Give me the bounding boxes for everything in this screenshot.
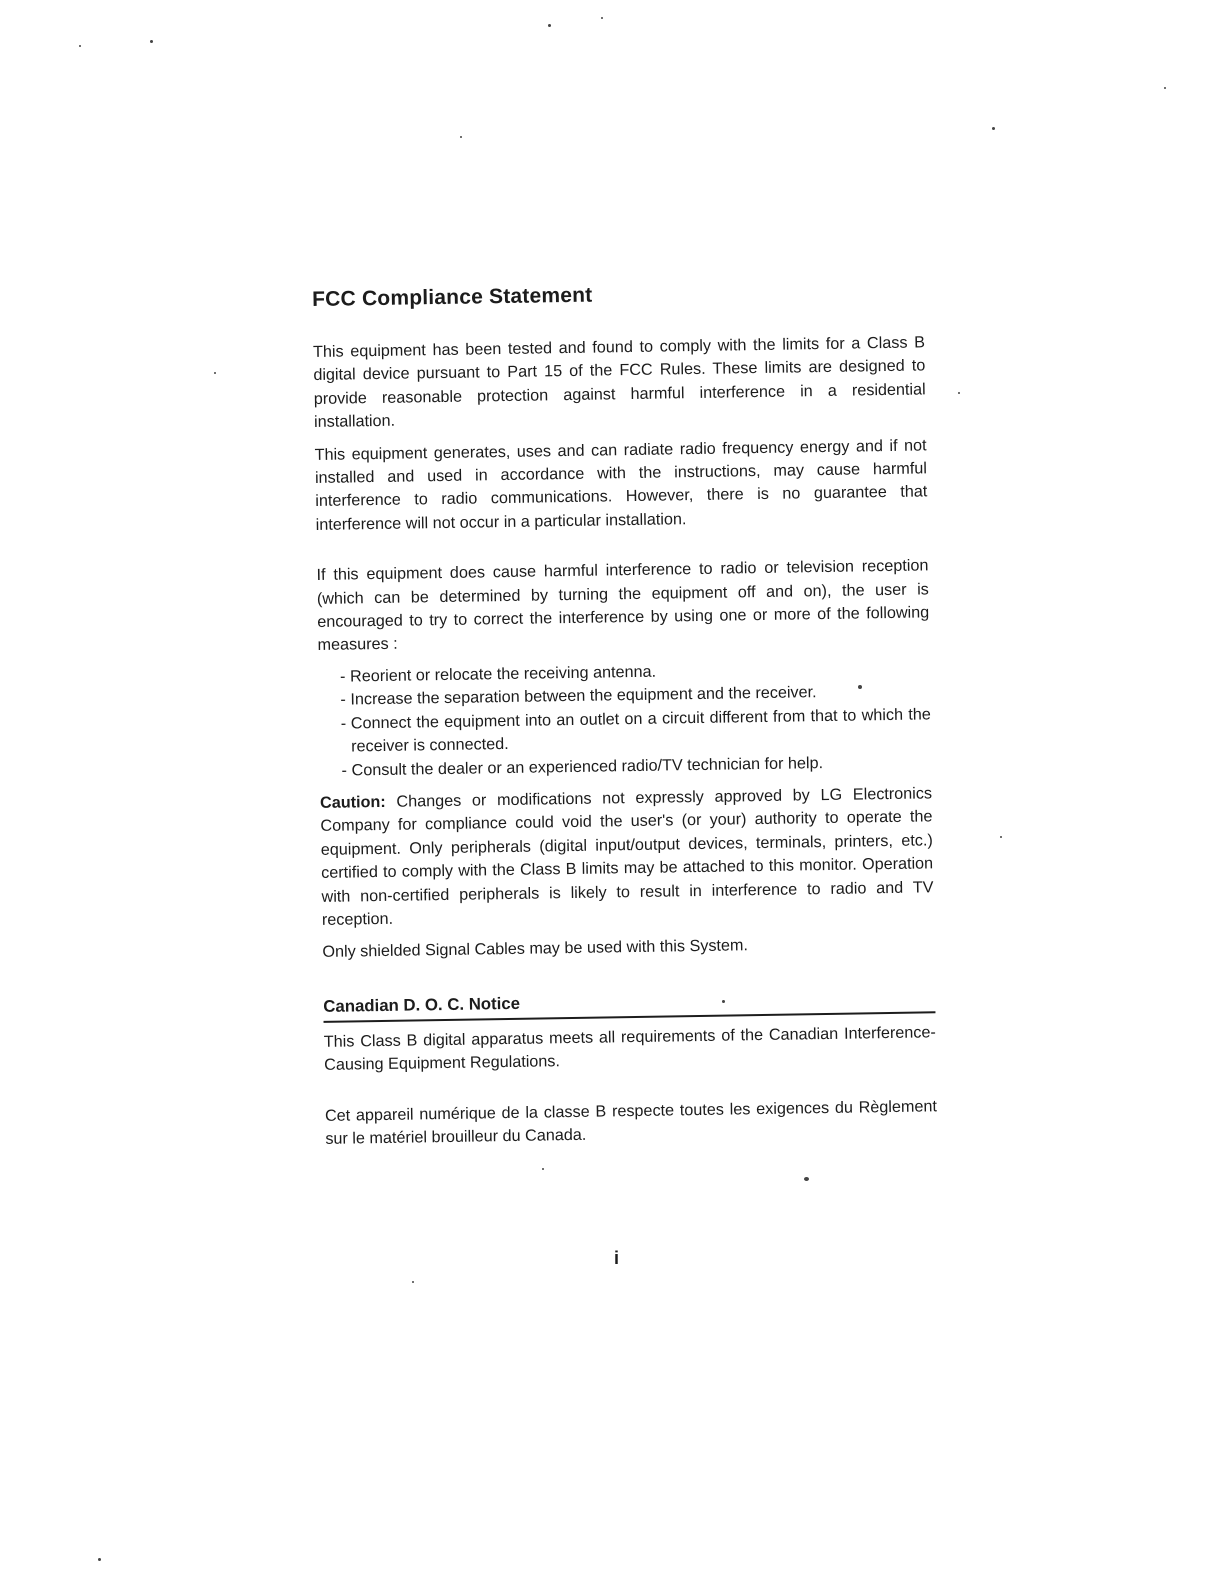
scan-speck — [958, 392, 960, 394]
scan-speck — [214, 372, 216, 374]
scan-speck — [79, 45, 81, 47]
caution-label: Caution: — [319, 792, 386, 812]
scan-speck — [542, 1168, 544, 1170]
scan-speck — [601, 17, 603, 19]
scan-speck — [98, 1558, 101, 1561]
list-item: - Reorient or relocate the receiving antenna. — [340, 656, 930, 689]
paragraph-testing: This equipment has been tested and found to comply with the limits for a Class B digital device pursuant to Part 15 of the FCC Rules. These limits are designed to provide reasonable protection against harmful interference in a residential installation. — [312, 333, 926, 432]
list-item: - Connect the equipment into an outlet on a circuit different from that to which the receiver is connected. — [341, 703, 932, 759]
scan-speck — [1164, 87, 1166, 89]
shielded-cable-note: Only shielded Signal Cables may be used with this System. — [322, 936, 749, 962]
scan-speck — [804, 1177, 809, 1181]
scan-speck — [548, 24, 551, 27]
page-number: i — [614, 1248, 620, 1268]
list-item: - Consult the dealer or an experienced radio/TV technician for help. — [341, 750, 931, 783]
scan-speck — [460, 136, 462, 138]
canadian-notice-french: Cet appareil numérique de la classe B respecte toutes les exigences du Règlement sur le matériel brouilleur du Canada. — [324, 1096, 938, 1148]
scan-speck — [1000, 836, 1002, 838]
canadian-notice-heading: Canadian D. O. C. Notice — [323, 987, 935, 1023]
scan-speck — [150, 40, 153, 43]
compliance-content — [312, 278, 937, 1151]
scan-speck — [992, 127, 995, 130]
caution-paragraph — [320, 782, 934, 932]
scan-speck — [412, 1281, 414, 1283]
paragraph-radiation: This equipment generates, uses and can radiate radio frequency energy and if not installed and used in accordance with the instructions, may cause harmful interference to radio communications. However, there is no guarantee that interference will not occur in a particular installation. — [314, 435, 928, 534]
caution-text: Changes or modifications not expressly approved by LG Electronics Company for compliance could void the user's (or your) authority to operate the equipment. Only peripherals (digital input/output devices, terminals, printers, etc.) certified to comply with the Class B limits may be attached to this monitor. Operation with non-certified peripherals is likely to result in interference to radio and TV reception. — [320, 784, 934, 929]
canadian-notice-english: This Class B digital apparatus meets all requirements of the Canadian Interference-Causing Equipment Regulations. — [323, 1023, 936, 1075]
list-item: - Increase the separation between the equipment and the receiver. — [340, 680, 930, 713]
measures-list — [318, 656, 932, 783]
page-title: FCC Compliance Statement — [312, 283, 593, 311]
paragraph-interference: If this equipment does cause harmful interference to radio or television reception (which can be determined by turning the equipment off and on), the user is encouraged to try to correct the interference by using one or more of the following measures : — [316, 556, 930, 655]
